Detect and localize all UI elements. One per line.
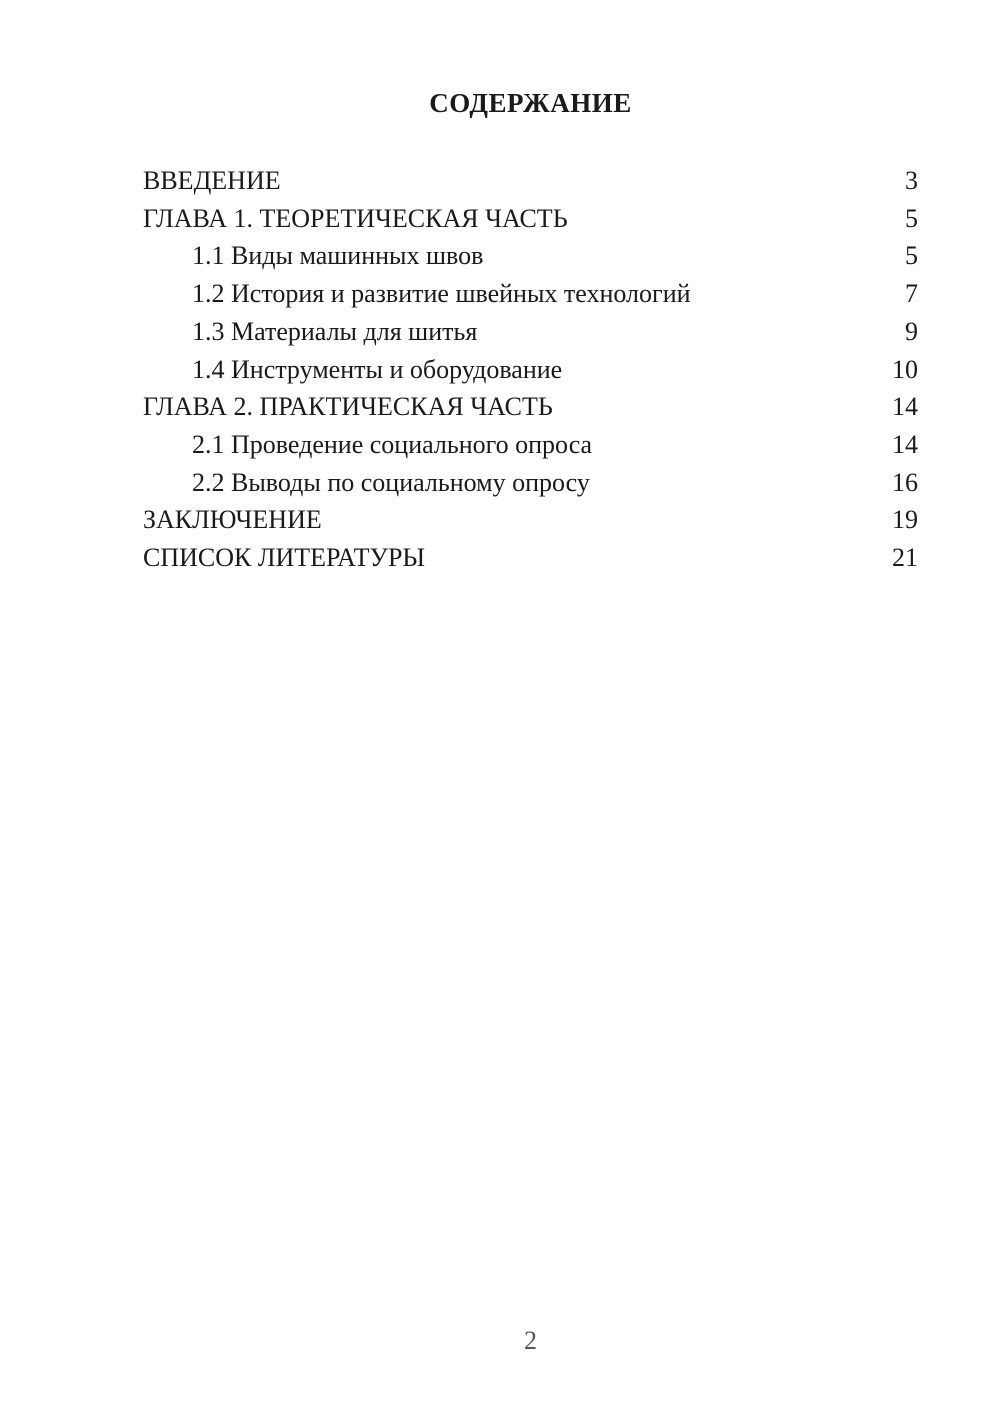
toc-entry-page-number: 5 xyxy=(905,203,918,233)
toc-entry xyxy=(143,162,918,200)
toc-entry xyxy=(143,275,918,313)
toc-entry-label: 1.4 Инструменты и оборудование xyxy=(192,354,563,384)
toc-entry-label: 2.1 Проведение социального опроса xyxy=(192,429,593,459)
toc-entry-label: 1.3 Материалы для шитья xyxy=(192,316,478,346)
toc-entry-page-number: 19 xyxy=(892,505,918,535)
toc-entry xyxy=(143,501,918,539)
toc-entry xyxy=(143,388,918,426)
toc-entry xyxy=(143,313,918,351)
toc-entry-page-number: 7 xyxy=(905,279,918,309)
toc-entry-label: 2.2 Выводы по социальному опросу xyxy=(192,467,590,497)
table-of-contents xyxy=(143,162,918,577)
toc-entry-page-number: 10 xyxy=(892,354,918,384)
page-number-footer: 2 xyxy=(524,1326,537,1355)
toc-entry xyxy=(143,464,918,502)
toc-entry-label: 1.2 История и развитие швейных технологий xyxy=(192,279,691,309)
toc-entry-page-number: 21 xyxy=(892,543,918,573)
toc-entry-label: ГЛАВА 2. ПРАКТИЧЕСКАЯ ЧАСТЬ xyxy=(143,392,553,422)
toc-entry-page-number: 3 xyxy=(905,166,918,195)
toc-entry xyxy=(143,539,918,577)
toc-entry-label: СПИСОК ЛИТЕРАТУРЫ xyxy=(143,543,426,573)
toc-entry xyxy=(143,351,918,389)
page-title: СОДЕРЖАНИЕ xyxy=(429,88,632,118)
toc-entry-label: 1.1 Виды машинных швов xyxy=(192,241,484,271)
toc-entry-page-number: 14 xyxy=(892,392,918,422)
content-block xyxy=(0,86,1000,577)
toc-entry-page-number: 5 xyxy=(905,241,918,271)
toc-entry-label: ГЛАВА 1. ТЕОРЕТИЧЕСКАЯ ЧАСТЬ xyxy=(143,203,568,233)
toc-entry-page-number: 14 xyxy=(892,429,918,459)
toc-entry xyxy=(143,426,918,464)
toc-entry xyxy=(143,237,918,275)
toc-entry-page-number: 9 xyxy=(905,316,918,346)
toc-entry-label: ЗАКЛЮЧЕНИЕ xyxy=(143,505,322,535)
toc-entry-label: ВВЕДЕНИЕ xyxy=(143,166,281,195)
toc-entry xyxy=(143,200,918,238)
toc-entry-page-number: 16 xyxy=(892,467,918,497)
